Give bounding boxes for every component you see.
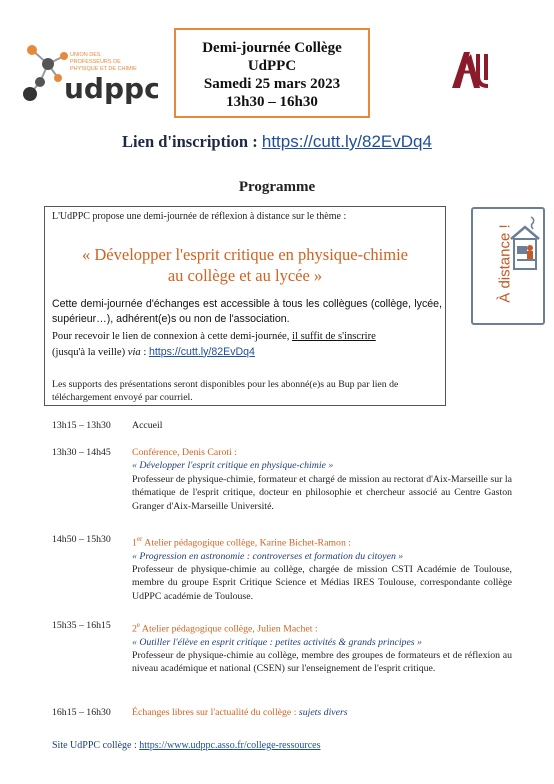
intro-text: L'UdPPC propose une demi-journée de réflexion à distance sur le thème : bbox=[52, 211, 347, 222]
schedule-title bbox=[132, 533, 512, 550]
supports-paragraph: Les supports des présentations seront disponibles pour les abonné(e)s au Bup par lien de téléchargement envoyé par courriel. bbox=[52, 379, 399, 403]
event-header bbox=[174, 28, 370, 118]
schedule-title-number: 1 bbox=[132, 537, 137, 549]
header-line-3: Samedi 25 mars 2023 bbox=[203, 76, 341, 92]
logo-physique-text: PHYSIQUE ET DE CHIMIE bbox=[70, 66, 137, 72]
udppc-logo bbox=[18, 34, 158, 106]
access-paragraph: Cette demi-journée d'échanges est accessible à tous les collègues (collège, lycée, supérieur…), adhérent(e)s ou non de l'association. bbox=[52, 298, 442, 325]
distance-label: À distance ! bbox=[496, 224, 514, 303]
header-line-1: Demi-journée Collège bbox=[202, 40, 342, 56]
registration-sep: : bbox=[140, 346, 149, 358]
schedule-time: 13h30 – 14h45 bbox=[52, 447, 111, 458]
theme-line-2: au collège et au lycée » bbox=[167, 266, 323, 285]
registration-text-mid: (jusqu'à la veille) bbox=[52, 346, 128, 358]
schedule-subtitle: « Progression en astronomie : controverses et formation du citoyen » bbox=[132, 550, 404, 562]
schedule-title-text: Atelier pédagogique collège, Karine Bichet-Ramon : bbox=[142, 537, 352, 549]
schedule-subtitle: « Outiller l'élève en esprit critique : petites activités & grands principes » bbox=[132, 636, 422, 648]
registration-via: via bbox=[127, 346, 141, 358]
schedule-subtitle: sujets divers bbox=[298, 707, 348, 718]
inscription-line bbox=[0, 132, 554, 152]
schedule-title-sup: er bbox=[136, 535, 143, 543]
schedule-description: Professeur de physique-chimie au collège, chargée de mission CSTI Académie de Toulouse, membre du groupe Esprit Critique Science et Médias IRES Toulouse, correspondante collège UdPPC académie de Toulouse. bbox=[132, 564, 512, 602]
distance-badge bbox=[471, 207, 545, 325]
inscription-label: Lien d'inscription : bbox=[122, 132, 258, 151]
header-line-2: UdPPC bbox=[247, 58, 297, 74]
schedule-item-echanges bbox=[52, 706, 512, 720]
registration-text-start: Pour recevoir le lien de connexion à cette demi-journée, bbox=[52, 331, 293, 342]
schedule-time: 14h50 – 15h30 bbox=[52, 534, 111, 545]
registration-underlined: il suffit de s'inscrire bbox=[292, 331, 376, 342]
footer-link[interactable]: https://www.udppc.asso.fr/college-ressources bbox=[139, 740, 321, 751]
schedule-item-atelier-2 bbox=[52, 619, 512, 689]
inscription-link[interactable]: https://cutt.ly/82EvDq4 bbox=[261, 132, 432, 151]
theme-line-1: « Développer l'esprit critique en physique-chimie bbox=[82, 245, 408, 264]
footer bbox=[52, 740, 512, 751]
schedule-title: Accueil bbox=[132, 420, 163, 431]
schedule-time: 15h35 – 16h15 bbox=[52, 620, 111, 631]
schedule-time: 16h15 – 16h30 bbox=[52, 707, 111, 718]
schedule-description: Professeur de physique-chimie, formateur et chargé de mission au rectorat d'Aix-Marseille sur la thématique de l'esprit critique, docteur en philosophie et chercheur associé au Centre Gaston Granger d'Aix-Marseille Université. bbox=[132, 473, 512, 512]
schedule-subtitle: « Développer l'esprit critique en physique-chimie » bbox=[132, 460, 334, 472]
logo-udppc-text: udppc bbox=[64, 72, 158, 105]
footer-label: Site UdPPC collège : bbox=[52, 740, 140, 751]
header-line-4: 13h30 – 16h30 bbox=[226, 94, 318, 110]
schedule-title-text: Atelier pédagogique collège, Julien Machet : bbox=[140, 623, 318, 635]
schedule-description: Professeur de physique-chimie au collège, membre des groupes de formateurs et de réflexion au niveau académique et national (CSEN) sur l'enseignement de l'esprit critique. bbox=[132, 650, 512, 675]
schedule-title bbox=[132, 619, 512, 636]
schedule-item-accueil bbox=[52, 419, 512, 433]
programme-title: Programme bbox=[238, 179, 316, 195]
registration-link[interactable]: https://cutt.ly/82EvDq4 bbox=[148, 345, 255, 358]
logo-professeurs-text: PROFESSEURS DE bbox=[70, 59, 121, 65]
logo-union-text: UNION DES bbox=[70, 52, 101, 58]
schedule-title-sup: e bbox=[136, 621, 141, 629]
schedule-item-conference bbox=[52, 446, 512, 516]
schedule-time: 13h15 – 13h30 bbox=[52, 420, 111, 431]
amu-logo bbox=[444, 40, 500, 96]
schedule-item-atelier-1 bbox=[52, 533, 512, 603]
schedule-title: Conférence, Denis Caroti : bbox=[132, 447, 238, 458]
schedule-title: Échanges libres sur l'actualité du collège : bbox=[132, 707, 299, 718]
registration-paragraph bbox=[52, 330, 442, 360]
home-office-icon bbox=[507, 213, 543, 283]
theme-title bbox=[44, 244, 446, 286]
schedule-title-number: 2 bbox=[132, 623, 137, 635]
